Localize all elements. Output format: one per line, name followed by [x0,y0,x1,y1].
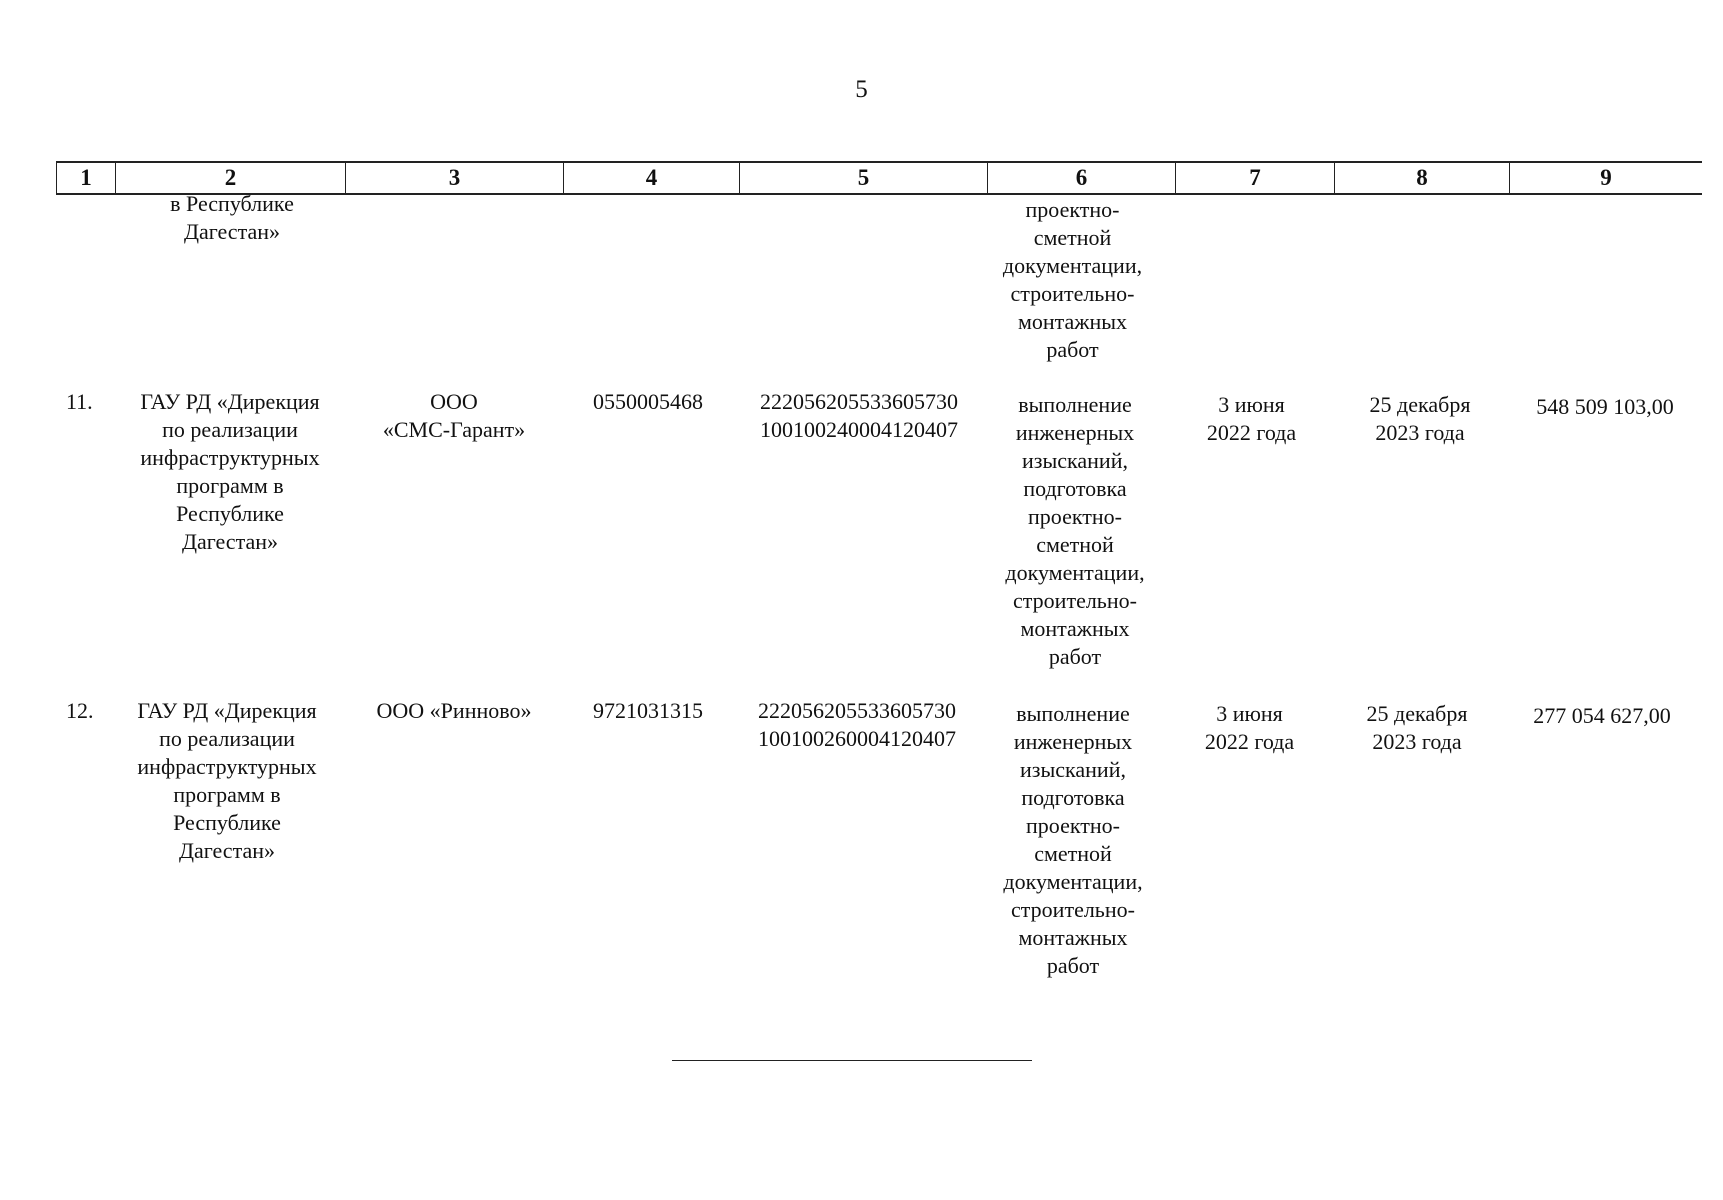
row-11-contractor: ООО «СМС-Гарант» [382,389,526,442]
header-cell-8: 8 [1334,163,1509,193]
header-cell-7: 7 [1175,163,1334,193]
row-11-number: 11. [66,389,93,414]
row-12-number: 12. [66,698,94,723]
header-cell-3: 3 [345,163,563,193]
row-12-subject: выполнение инженерных изысканий, подготовка проектно- сметной документации, строительно- монтажных работ [1003,701,1143,978]
row-11-amount: 548 509 103,00 [1536,394,1674,419]
page-number: 5 [855,76,868,103]
header-cell-5: 5 [739,163,987,193]
row-12-customer: ГАУ РД «Дирекция по реализации инфраструктурных программ в Республике Дагестан» [137,698,317,863]
row-11-end-date: 25 декабря 2023 года [1369,392,1471,445]
row-11-inn: 0550005468 [593,389,703,414]
continuation-subject: проектно- сметной документации, строительно- монтажных работ [1002,197,1143,362]
row-12-contract-id: 222056205533605730 100100260004120407 [758,698,956,751]
row-11-start-date: 3 июня 2022 года [1206,392,1297,445]
header-cell-1: 1 [56,163,115,193]
header-cell-4: 4 [563,163,739,193]
header-cell-6: 6 [987,163,1175,193]
row-12-start-date: 3 июня 2022 года [1204,701,1295,754]
row-11-subject: выполнение инженерных изысканий, подготовка проектно- сметной документации, строительно- монтажных работ [1005,392,1145,669]
footer-divider [672,1060,1032,1061]
continuation-customer: в Республике Дагестан» [170,191,294,244]
row-12-contractor: ООО «Ринново» [376,698,532,723]
row-11-contract-id: 222056205533605730 100100240004120407 [760,389,958,442]
header-cell-9: 9 [1509,163,1702,193]
row-12-end-date: 25 декабря 2023 года [1366,701,1468,754]
header-cell-2: 2 [115,163,345,193]
row-11-customer: ГАУ РД «Дирекция по реализации инфраструктурных программ в Республике Дагестан» [140,389,320,554]
row-12-inn: 9721031315 [593,698,703,723]
row-12-amount: 277 054 627,00 [1533,703,1671,728]
